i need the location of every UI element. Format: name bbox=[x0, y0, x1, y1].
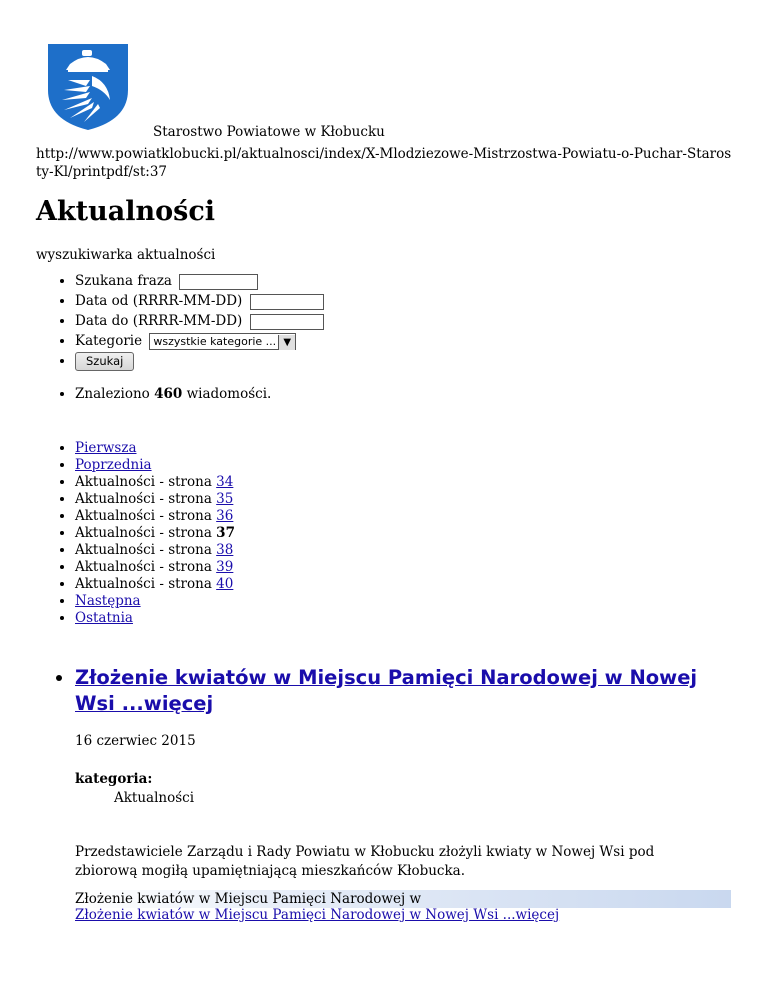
pager-item-page bbox=[75, 508, 235, 525]
phrase-input[interactable] bbox=[179, 274, 258, 290]
category-select[interactable] bbox=[149, 333, 296, 350]
pager-page-link[interactable]: 34 bbox=[216, 474, 234, 490]
pager-item-next bbox=[75, 593, 235, 610]
coat-of-arms-logo bbox=[46, 42, 130, 132]
pager-item-page bbox=[75, 491, 235, 508]
submit-row bbox=[75, 352, 324, 372]
pager-item-page bbox=[75, 576, 235, 593]
news-list bbox=[75, 665, 735, 717]
dropdown-arrow-icon[interactable]: ▼ bbox=[278, 335, 295, 350]
news-title-link[interactable]: Złożenie kwiatów w Miejscu Pamięci Narodowej w Nowej Wsi ...więcej bbox=[75, 666, 698, 715]
pager-page-prefix: Aktualności - strona bbox=[75, 559, 212, 575]
pager-page-prefix: Aktualności - strona bbox=[75, 542, 212, 558]
pager-item-page bbox=[75, 559, 235, 576]
news-more-link[interactable]: Złożenie kwiatów w Miejscu Pamięci Narodowej w Nowej Wsi ...więcej bbox=[75, 907, 560, 923]
search-form bbox=[75, 272, 324, 372]
pager-page-prefix: Aktualności - strona bbox=[75, 508, 212, 524]
date-to-input[interactable] bbox=[250, 314, 324, 330]
news-image-alt: Złożenie kwiatów w Miejscu Pamięci Narodowej w bbox=[75, 891, 422, 907]
pager-current-page: 37 bbox=[216, 525, 235, 541]
pager-next-link[interactable]: Następna bbox=[75, 593, 141, 609]
category-row bbox=[75, 332, 324, 352]
results-suffix: wiadomości. bbox=[186, 386, 272, 402]
news-date: 16 czerwiec 2015 bbox=[75, 733, 196, 749]
search-button[interactable]: Szukaj bbox=[75, 352, 134, 371]
pager-page-prefix: Aktualności - strona bbox=[75, 474, 212, 490]
pager-item-first bbox=[75, 440, 235, 457]
header bbox=[0, 0, 768, 180]
pager-item-last bbox=[75, 610, 235, 627]
pager-page-prefix: Aktualności - strona bbox=[75, 525, 212, 541]
pager-page-link[interactable]: 36 bbox=[216, 508, 234, 524]
date-from-label: Data od (RRRR-MM-DD) bbox=[75, 293, 243, 309]
pager-item-page bbox=[75, 542, 235, 559]
phrase-label: Szukana fraza bbox=[75, 273, 172, 289]
pager-page-link[interactable]: 35 bbox=[216, 491, 234, 507]
pager-page-prefix: Aktualności - strona bbox=[75, 491, 212, 507]
site-name: Starostwo Powiatowe w Kłobucku bbox=[153, 124, 385, 140]
results-count: 460 bbox=[154, 386, 183, 402]
pagination bbox=[75, 440, 235, 627]
results-prefix: Znaleziono bbox=[75, 386, 150, 402]
pager-last-link[interactable]: Ostatnia bbox=[75, 610, 133, 626]
pager-page-link[interactable]: 38 bbox=[216, 542, 234, 558]
pager-item-current bbox=[75, 525, 235, 542]
news-item bbox=[75, 665, 735, 717]
pager-item-prev bbox=[75, 457, 235, 474]
date-to-row bbox=[75, 312, 324, 332]
news-category-label: kategoria: bbox=[75, 771, 153, 787]
pager-page-link[interactable]: 39 bbox=[216, 559, 234, 575]
date-from-row bbox=[75, 292, 324, 312]
pager-page-link[interactable]: 40 bbox=[216, 576, 234, 592]
news-lead: Przedstawiciele Zarządu i Rady Powiatu w Kłobucku złożyli kwiaty w Nowej Wsi pod zbiorową mogiłą upamiętniającą mieszkańców Kłobucka. bbox=[75, 844, 655, 879]
search-section-title: wyszukiwarka aktualności bbox=[36, 247, 216, 263]
date-to-label: Data do (RRRR-MM-DD) bbox=[75, 313, 243, 329]
pager-prev-link[interactable]: Poprzednia bbox=[75, 457, 152, 473]
category-selected-value: wszystkie kategorie ... bbox=[153, 335, 277, 348]
results-summary bbox=[75, 386, 271, 402]
page-title: Aktualności bbox=[36, 196, 216, 227]
pager-page-prefix: Aktualności - strona bbox=[75, 576, 212, 592]
pager-first-link[interactable]: Pierwsza bbox=[75, 440, 137, 456]
date-from-input[interactable] bbox=[250, 294, 324, 310]
results-count-item bbox=[75, 386, 271, 402]
category-label: Kategorie bbox=[75, 333, 143, 349]
pager-item-page bbox=[75, 474, 235, 491]
phrase-row bbox=[75, 272, 324, 292]
news-image[interactable] bbox=[75, 890, 731, 908]
news-category-value: Aktualności bbox=[114, 790, 195, 806]
page-url: http://www.powiatklobucki.pl/aktualnosci/index/X-Mlodziezowe-Mistrzostwa-Powiatu-o-Puchar-Starosty-Kl/printpdf/st:37 bbox=[36, 146, 732, 180]
